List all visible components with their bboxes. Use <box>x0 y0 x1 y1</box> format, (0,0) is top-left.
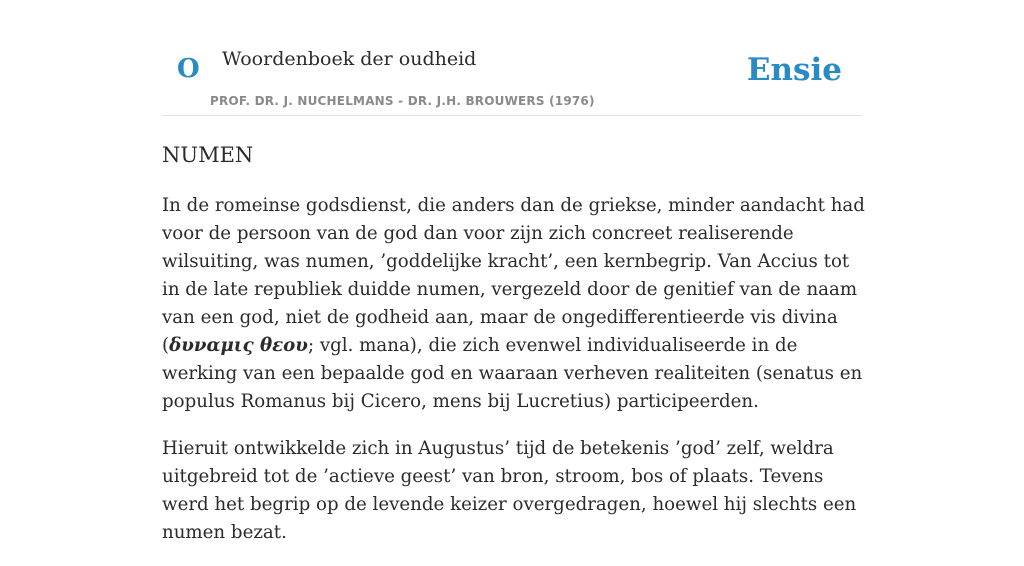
letter-link[interactable]: O <box>177 54 200 84</box>
paragraph-1 <box>162 192 872 416</box>
authors-line: PROF. DR. J. NUCHELMANS - DR. J.H. BROUWERS (1976) <box>210 94 595 108</box>
dictionary-title-link[interactable]: Woordenboek der oudheid <box>222 48 477 70</box>
paragraph-1-text-end: ; vgl. mana), die zich evenwel individualiseerde in de werking van een bepaalde god en waaraan verheven realiteiten (senatus en populus Romanus bij Cicero, mens bij Lucretius) participeerden. <box>162 335 863 412</box>
dictionary-header <box>162 38 862 116</box>
paragraph-2: Hieruit ontwikkelde zich in Augustus’ tijd de betekenis ’god’ zelf, weldra uitgebreid tot de ’actieve geest’ van bron, stroom, bos of plaats. Tevens werd het begrip op de levende keizer overgedragen, hoewel hij slechts een numen bezat. <box>162 438 857 543</box>
ensie-logo-link[interactable]: Ensie <box>746 52 842 88</box>
entry-content <box>162 192 872 566</box>
greek-term: δυναμις θεου <box>169 335 308 356</box>
paragraph-1-text-start: In de romeinse godsdienst, die anders dan de griekse, minder aandacht had voor de persoon van de god dan voor zijn zich concreet realiserende wilsuiting, was numen, ’goddelijke kracht’, een kernbegrip. Van Accius tot in de late republiek duidde numen, vergezeld door de genitief van de naam van een god, niet de godheid aan, maar de ongedifferentieerde vis divina ( <box>162 195 865 356</box>
entry-title: NUMEN <box>162 143 254 167</box>
